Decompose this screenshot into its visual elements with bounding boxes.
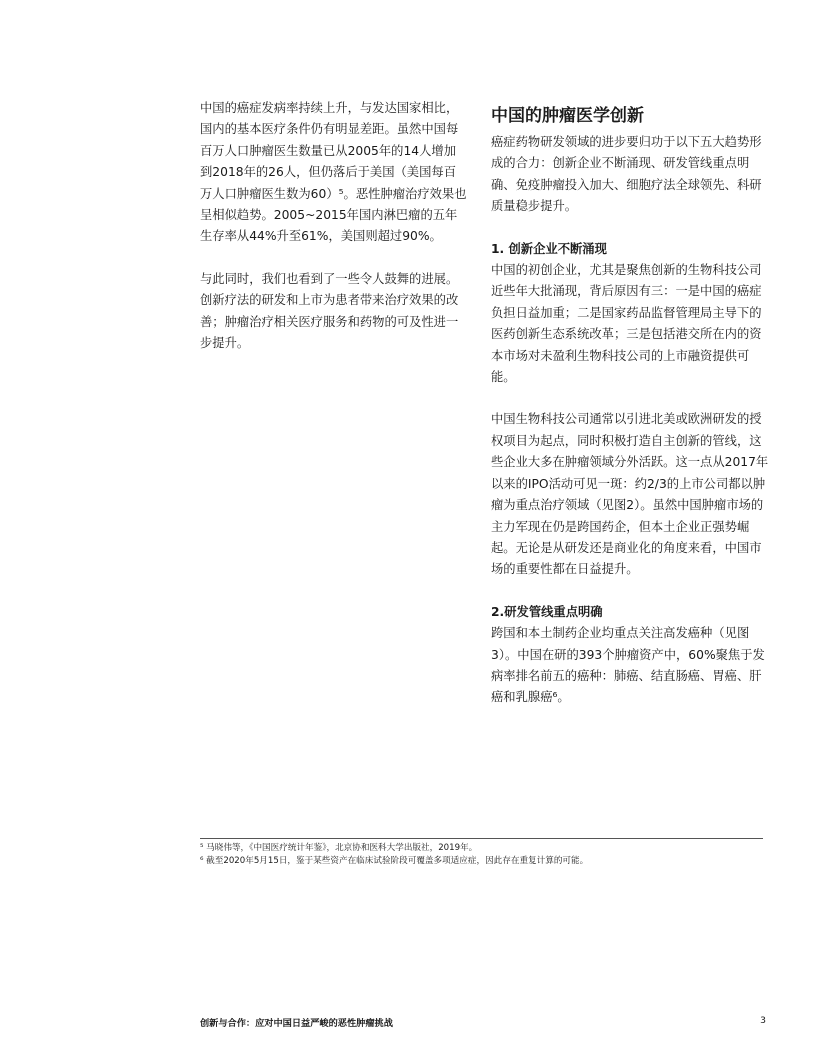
footer-title: 创新与合作：应对中国日益严峻的恶性肿瘤挑战: [200, 1018, 393, 1029]
subsection-heading: 2.研发管线重点明确: [491, 604, 603, 619]
body-paragraph: 中国的癌症发病率持续上升，与发达国家相比，国内的基本医疗条件仍有明显差距。虽然中国每百万人口肿瘤医生数量已从2005年的14人增加到2018年的26人，但仍落后于美国（美国每百万人口肿瘤医生数为60）⁵。恶性肿瘤治疗效果也呈相似趋势。2005~2015年国内淋巴瘤的五年生存率从44%升至61%，美国则超过90%。: [200, 101, 467, 244]
footnotes: [200, 842, 766, 868]
left-column: [200, 98, 468, 354]
paragraph-gap: [200, 248, 468, 269]
body-paragraph: 中国的初创企业，尤其是聚焦创新的生物科技公司近些年大批涌现，背后原因有三：一是中国的癌症负担日益加重；二是国家药品监督管理局主导下的医药创新生态系统改革；三是包括港交所在内的资本市场对未盈利生物科技公司的上市融资提供可能。: [491, 263, 762, 385]
footnote: ⁵ 马晓伟等，《中国医疗统计年鉴》，北京协和医科大学出版社，2019年。: [200, 843, 478, 853]
intro-paragraph: 癌症药物研发领域的进步要归功于以下五大趋势形成的合力：创新企业不断涌现、研发管线重点明确、免疫肿瘤投入加大、细胞疗法全球领先、科研质量稳步提升。: [491, 135, 762, 214]
body-paragraph: 跨国和本土制药企业均重点关注高发癌种（见图3）。中国在研的393个肿瘤资产中，60%聚焦于发病率排名前五的癌种：肺癌、结直肠癌、胃癌、肝癌和乳腺癌⁶。: [491, 626, 765, 705]
body-paragraph: 与此同时，我们也看到了一些令人鼓舞的进展。创新疗法的研发和上市为患者带来治疗效果的改善；肿瘤治疗相关医疗服务和药物的可及性进一步提升。: [200, 271, 459, 351]
paragraph-gap: [491, 388, 769, 409]
paragraph-gap: [491, 218, 769, 239]
section-title: 中国的肿瘤医学创新: [491, 106, 644, 126]
page-number: 3: [760, 1015, 766, 1026]
footnote: ⁶ 截至2020年5月15日，鉴于某些资产在临床试验阶段可覆盖多项适应症，因此存在重复计算的可能。: [200, 856, 589, 866]
paragraph-gap: [491, 581, 769, 602]
footnote-divider: [200, 838, 763, 839]
right-column: [491, 98, 769, 709]
body-paragraph: 中国生物科技公司通常以引进北美或欧洲研发的授权项目为起点，同时积极打造自主创新的管线，这些企业大多在肿瘤领域分外活跃。这一点从2017年以来的IPO活动可见一斑：约2/3的上市公司都以肿瘤为重点治疗领域（见图2）。虽然中国肿瘤市场的主力军现在仍是跨国药企，但本土企业正强势崛起。无论是从研发还是商业化的角度来看，中国市场的重要性都在日益提升。: [491, 412, 769, 577]
subsection-heading: 1. 创新企业不断涌现: [491, 241, 607, 256]
